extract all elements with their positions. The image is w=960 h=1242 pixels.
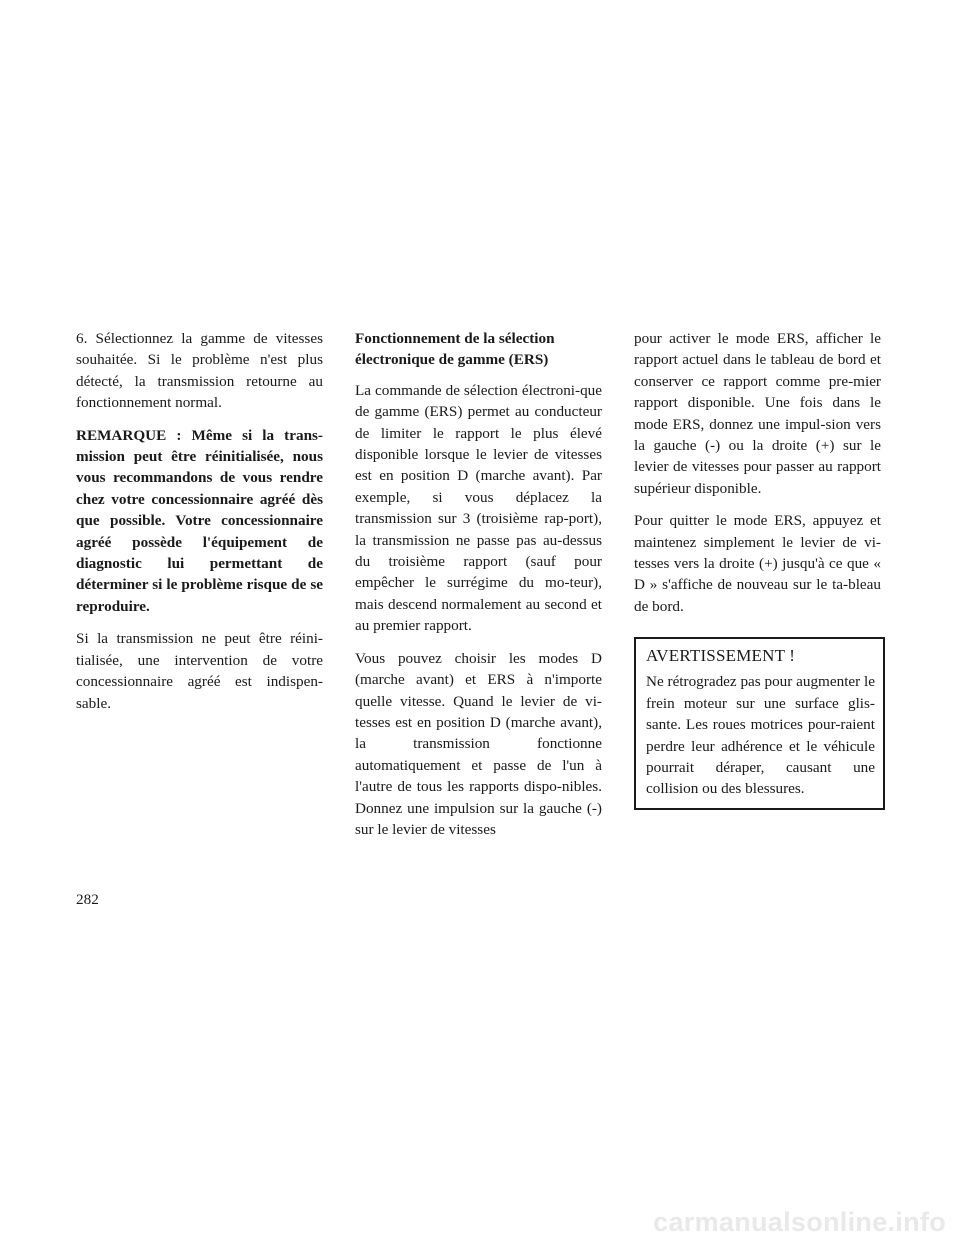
ers-activate-paragraph: pour activer le mode ERS, afficher le rapport actuel dans le tableau de bord et conserver ce rapport comme pre-mier rapport disponible. Une fois dans le mode ERS, donnez une impul-sion vers la gauche (-) ou la droite (+) sur le levier de vitesses pour passer au rapport supérieur disponible. — [634, 330, 881, 497]
ers-section-heading: Fonctionnement de la sélection électronique de gamme (ERS) — [355, 330, 555, 369]
step-6-paragraph: 6. Sélectionnez la gamme de vitesses souhaitée. Si le problème n'est plus détecté, la transmission retourne au fonctionnement normal. — [76, 330, 323, 412]
text-column-3 — [634, 328, 881, 810]
warning-text: Ne rétrogradez pas pour augmenter le frein moteur sur une surface glis-sante. Les roues motrices pour-raient perdre leur adhérence et le véhicule pourrait déraper, causant une collision ou des blessures. — [646, 673, 875, 798]
text-column-2 — [355, 328, 602, 851]
ers-description-paragraph: La commande de sélection électroni-que de gamme (ERS) permet au conducteur de limiter le rapport le plus élevé disponible lorsque le levier de vitesses est en position D (marche avant). Par exemple, si vous déplacez la transmission sur 3 (troisième rap-port), la transmission ne passe pas au-dessus du troisième rapport (sauf pour empêcher le surrégime du mo-teur), mais descend normalement au second et au premier rapport. — [355, 381, 602, 635]
warning-box — [634, 637, 885, 809]
ers-modes-paragraph: Vous pouvez choisir les modes D (marche avant) et ERS à n'importe quelle vitesse. Quand le levier de vi-tesses est en position D (marche avant), la transmission fonctionne automatiquement et passe de l'un à l'autre de tous les rapports dispo-nibles. Donnez une impulsion sur la gauche (-) sur le levier de vitesses — [355, 649, 602, 838]
page-number: 282 — [76, 891, 99, 908]
watermark: carmanualsonline.info — [653, 1207, 946, 1237]
note-paragraph: REMARQUE : Même si la trans-mission peut être réinitialisée, nous vous recommandons de vous rendre chez votre concessionnaire agréé dès que possible. Votre concessionnaire agréé possède l'équipement de diagnostic lui permettant de déterminer si le problème risque de se reproduire. — [76, 426, 323, 615]
warning-title: AVERTISSEMENT ! — [646, 646, 796, 666]
text-column-1 — [76, 328, 323, 725]
reset-failure-paragraph: Si la transmission ne peut être réini-tialisée, une intervention de votre concessionnaire agréé est indispen-sable. — [76, 630, 323, 712]
ers-exit-paragraph: Pour quitter le mode ERS, appuyez et maintenez simplement le levier de vi-tesses vers la droite (+) jusqu'à ce que « D » s'affiche de nouveau sur le ta-bleau de bord. — [634, 512, 881, 615]
